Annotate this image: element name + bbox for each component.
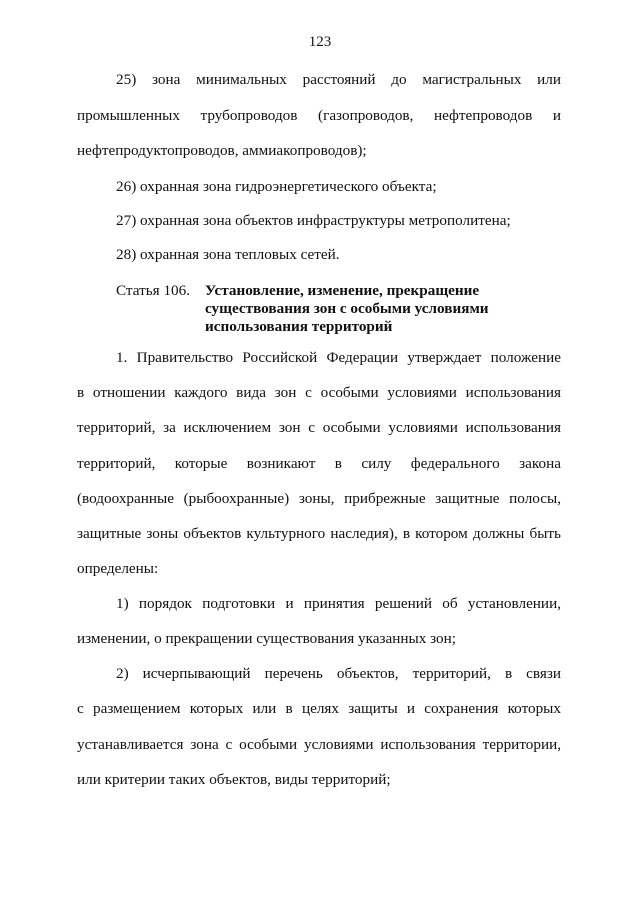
paragraph-1-line-3: территорий, за исключением зон с особыми условиями использования bbox=[77, 419, 561, 436]
paragraph-1-line-5: (водоохранные (рыбоохранные) зоны, прибрежные защитные полосы, bbox=[77, 490, 561, 507]
sub-item-2-line-1: 2) исчерпывающий перечень объектов, территорий, в связи bbox=[116, 665, 561, 682]
item-25-line-2: промышленных трубопроводов (газопроводов, нефтепроводов и bbox=[77, 107, 561, 124]
sub-item-2-line-2: с размещением которых или в целях защиты и сохранения которых bbox=[77, 700, 561, 717]
sub-item-2-line-4: или критерии таких объектов, виды территорий; bbox=[77, 771, 391, 788]
sub-item-1-line-1: 1) порядок подготовки и принятия решений об установлении, bbox=[116, 595, 561, 612]
item-26: 26) охранная зона гидроэнергетического объекта; bbox=[116, 178, 437, 195]
page-number: 123 bbox=[308, 34, 332, 50]
article-title-line-1: Установление, изменение, прекращение bbox=[205, 282, 480, 299]
paragraph-1-line-7: определены: bbox=[77, 560, 159, 577]
paragraph-1-line-2: в отношении каждого вида зон с особыми условиями использования bbox=[77, 384, 561, 401]
sub-item-1-line-2: изменении, о прекращении существования указанных зон; bbox=[77, 630, 456, 647]
article-title-line-2: существования зон с особыми условиями bbox=[205, 300, 489, 317]
item-25-line-1: 25) зона минимальных расстояний до магистральных или bbox=[116, 71, 561, 88]
item-25-line-3: нефтепродуктопроводов, аммиакопроводов); bbox=[77, 142, 367, 159]
paragraph-1-line-1: 1. Правительство Российской Федерации утверждает положение bbox=[116, 349, 561, 366]
paragraph-1-line-4: территорий, которые возникают в силу федерального закона bbox=[77, 455, 561, 472]
paragraph-1-line-6: защитные зоны объектов культурного наследия), в котором должны быть bbox=[77, 525, 561, 542]
article-title-line-3: использования территорий bbox=[205, 318, 393, 335]
sub-item-2-line-3: устанавливается зона с особыми условиями использования территории, bbox=[77, 736, 561, 753]
item-28: 28) охранная зона тепловых сетей. bbox=[116, 246, 340, 263]
article-title bbox=[205, 282, 535, 336]
item-27: 27) охранная зона объектов инфраструктуры метрополитена; bbox=[116, 212, 511, 229]
article-label: Статья 106. bbox=[116, 282, 191, 299]
